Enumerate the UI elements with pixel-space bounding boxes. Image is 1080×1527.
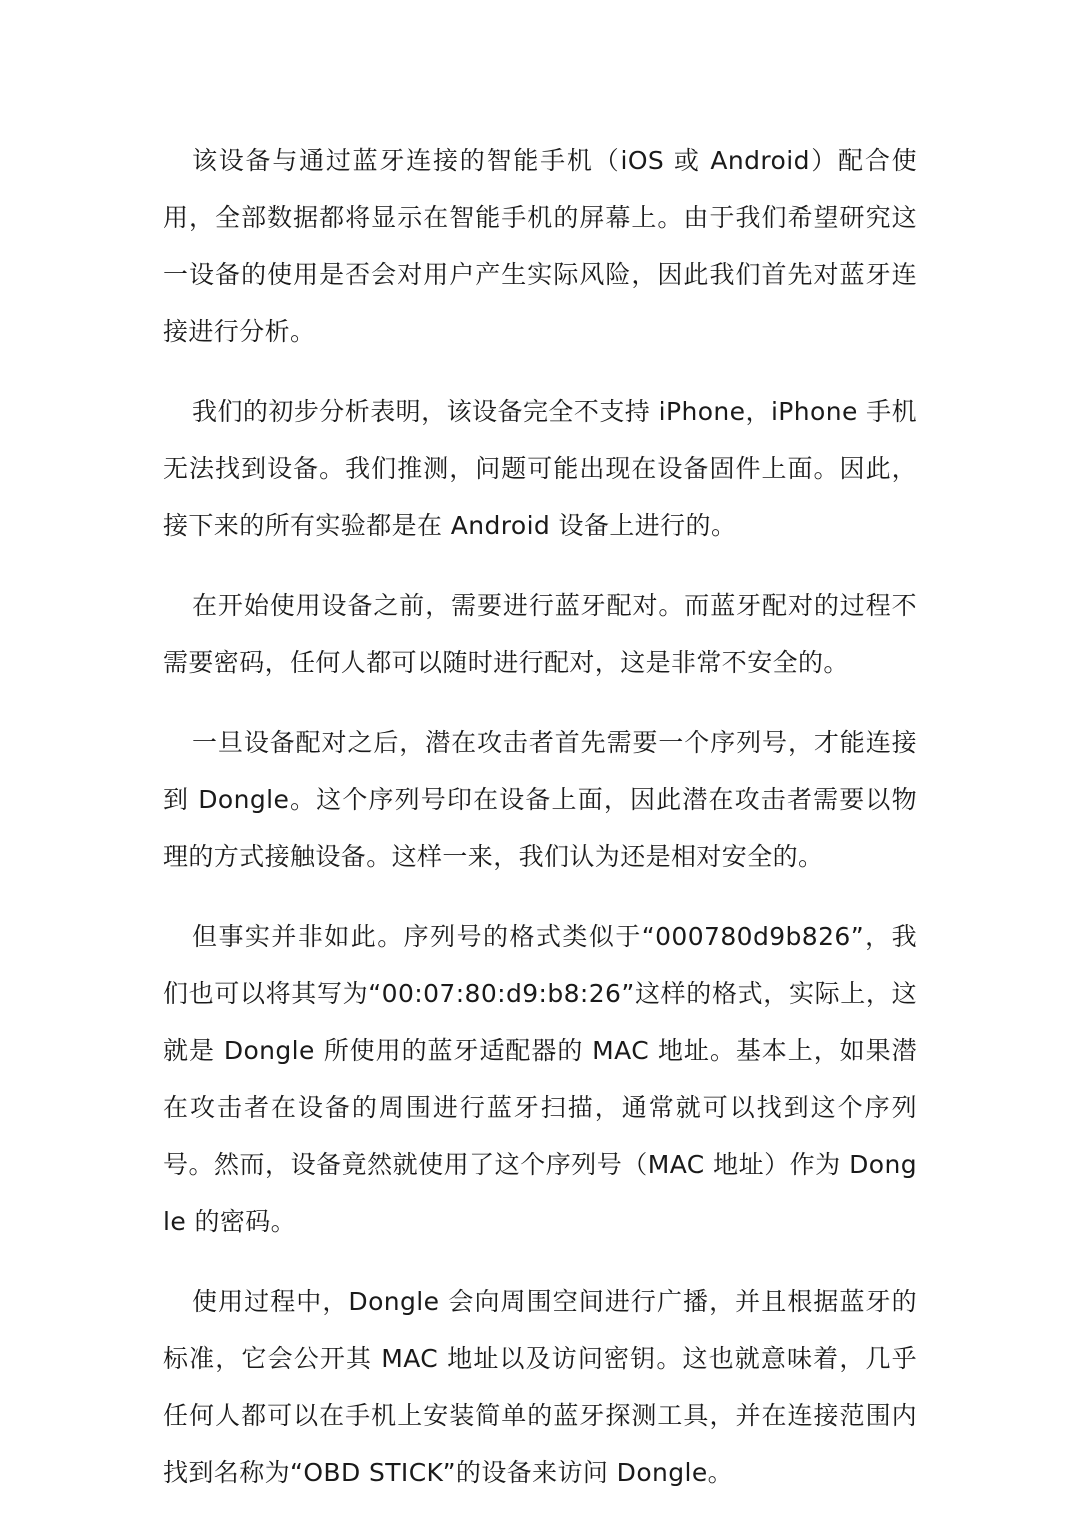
article-body [163,132,917,1524]
paragraph-iphone-support: 我们的初步分析表明，该设备完全不支持 iPhone，iPhone 手机无法找到设备。我们推测，问题可能出现在设备固件上面。因此，接下来的所有实验都是在 Android 设备上进行的。 [163,397,917,540]
paragraph-broadcast: 使用过程中，Dongle 会向周围空间进行广播，并且根据蓝牙的标准，它会公开其 MAC 地址以及访问密钥。这也就意味着，几乎任何人都可以在手机上安装简单的蓝牙探测工具，并在连接范围内找到名称为“OBD STICK”的设备来访问 Dongle。 [163,1287,917,1487]
paragraph-bluetooth-overview: 该设备与通过蓝牙连接的智能手机（iOS 或 Android）配合使用，全部数据都将显示在智能手机的屏幕上。由于我们希望研究这一设备的使用是否会对用户产生实际风险，因此我们首先对蓝牙连接进行分析。 [163,146,917,346]
paragraph-serial-number: 一旦设备配对之后，潜在攻击者首先需要一个序列号，才能连接到 Dongle。这个序列号印在设备上面，因此潜在攻击者需要以物理的方式接触设备。这样一来，我们认为还是相对安全的。 [163,728,917,871]
paragraph-mac-address: 但事实并非如此。序列号的格式类似于“000780d9b826”，我们也可以将其写为“00:07:80:d9:b8:26”这样的格式，实际上，这就是 Dongle 所使用的蓝牙适配器的 MAC 地址。基本上，如果潜在攻击者在设备的周围进行蓝牙扫描，通常就可以找到这个序列号。然而，设备竟然就使用了这个序列号（MAC 地址）作为 Dongle 的密码。 [163,922,917,1236]
paragraph-pairing: 在开始使用设备之前，需要进行蓝牙配对。而蓝牙配对的过程不需要密码，任何人都可以随时进行配对，这是非常不安全的。 [163,591,917,677]
